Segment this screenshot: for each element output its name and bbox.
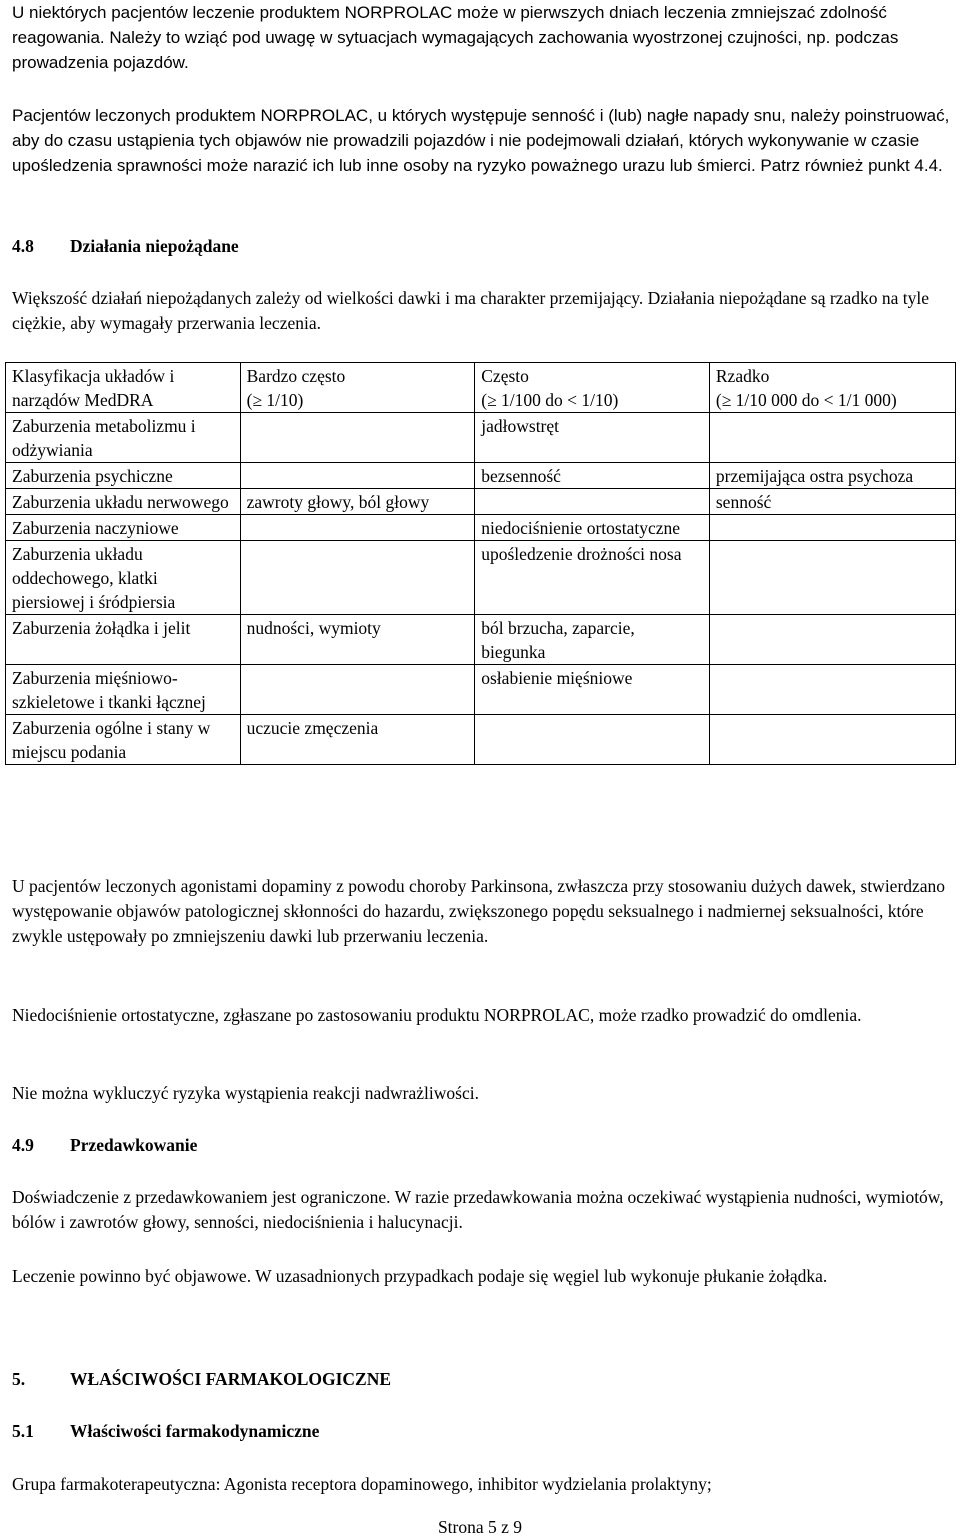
table-cell: przemijająca ostra psychoza xyxy=(709,463,955,489)
header-line: (≥ 1/10) xyxy=(246,390,304,410)
paragraph-pharmacotherapeutic-group: Grupa farmakoterapeutyczna: Agonista receptora dopaminowego, inhibitor wydzielania prolaktyny; xyxy=(12,1474,712,1494)
table-row xyxy=(6,715,956,765)
table-cell: nudności, wymioty xyxy=(240,615,475,665)
adverse-effects-table xyxy=(5,362,956,765)
paragraph-parkinson: U pacjentów leczonych agonistami dopaminy z powodu choroby Parkinsona, zwłaszcza przy stosowaniu dużych dawek, stwierdzano występowanie objawów patologicznej skłonności do hazardu, zwiększonego popędu seksualnego i nadmiernej seksualności, które zwykle ustępowały po zmniejszeniu dawki lub przerwaniu leczenia. xyxy=(12,876,946,946)
table-cell: Zaburzenia układu oddechowego, klatki piersiowej i śródpiersia xyxy=(6,541,241,615)
table-cell: niedociśnienie ortostatyczne xyxy=(475,515,710,541)
section-title: Właściwości farmakodynamiczne xyxy=(70,1421,320,1441)
table-cell xyxy=(709,615,955,665)
section-heading-5 xyxy=(12,1367,391,1392)
paragraph-overdose-treatment: Leczenie powinno być objawowe. W uzasadnionych przypadkach podaje się węgiel lub wykonuje płukanie żołądka. xyxy=(12,1266,828,1286)
table-cell xyxy=(240,515,475,541)
table-cell: Zaburzenia naczyniowe xyxy=(6,515,241,541)
table-cell: Zaburzenia żołądka i jelit xyxy=(6,615,241,665)
section-number: 5.1 xyxy=(12,1421,34,1441)
table-cell xyxy=(240,413,475,463)
table-cell xyxy=(475,489,710,515)
header-very-common xyxy=(240,363,475,413)
table-row xyxy=(6,615,956,665)
table-cell xyxy=(475,715,710,765)
table-cell: Zaburzenia psychiczne xyxy=(6,463,241,489)
table-cell xyxy=(709,413,955,463)
section-heading-4-9 xyxy=(12,1133,197,1158)
table-cell xyxy=(709,715,955,765)
table-header-row xyxy=(6,363,956,413)
table-cell xyxy=(240,541,475,615)
table-row xyxy=(6,413,956,463)
table-cell: senność xyxy=(709,489,955,515)
section-title: Działania niepożądane xyxy=(70,236,239,256)
table-row xyxy=(6,489,956,515)
header-line: Rzadko xyxy=(715,366,770,386)
table-cell: uczucie zmęczenia xyxy=(240,715,475,765)
header-rare xyxy=(709,363,955,413)
table-row xyxy=(6,541,956,615)
table-cell: Zaburzenia metabolizmu i odżywiania xyxy=(6,413,241,463)
header-line: narządów MedDRA xyxy=(12,390,154,410)
header-common xyxy=(475,363,710,413)
table-cell xyxy=(709,541,955,615)
table-row xyxy=(6,515,956,541)
section-number: 5. xyxy=(12,1369,26,1389)
section-number: 4.9 xyxy=(12,1135,34,1155)
table-cell xyxy=(709,665,955,715)
paragraph-hypersensitivity: Nie można wykluczyć ryzyka wystąpienia reakcji nadwrażliwości. xyxy=(12,1083,479,1103)
section-heading-5-1 xyxy=(12,1419,319,1444)
section-number: 4.8 xyxy=(12,236,34,256)
table-cell: upośledzenie drożności nosa xyxy=(475,541,710,615)
table-row xyxy=(6,665,956,715)
paragraph-somnolence-warning: Pacjentów leczonych produktem NORPROLAC, u których występuje senność i (lub) nagłe napady snu, należy poinstruować, aby do czasu ustąpienia tych objawów nie prowadzili pojazdów i nie podejmowali działań, których wykonywanie w czasie upośledzenia sprawności może narazić ich lub inne osoby na ryzyko poważnego urazu lub śmierci. Patrz również punkt 4.4. xyxy=(12,106,950,175)
table-cell: jadłowstręt xyxy=(475,413,710,463)
page-footer: Strona 5 z 9 xyxy=(437,1517,523,1537)
table-cell: ból brzucha, zaparcie, biegunka xyxy=(475,615,710,665)
table-cell xyxy=(240,665,475,715)
table-cell: bezsenność xyxy=(475,463,710,489)
paragraph-driving-warning: U niektórych pacjentów leczenie produktem NORPROLAC może w pierwszych dniach leczenia zmniejszać zdolność reagowania. Należy to wziąć pod uwagę w sytuacjach wymagających zachowania wyostrzonej czujności, np. podczas prowadzenia pojazdów. xyxy=(12,3,899,72)
header-line: (≥ 1/100 do < 1/10) xyxy=(481,390,619,410)
header-line: Często xyxy=(481,366,529,386)
section-title: Przedawkowanie xyxy=(70,1135,198,1155)
header-line: Bardzo często xyxy=(246,366,346,386)
table-cell: osłabienie mięśniowe xyxy=(475,665,710,715)
table-cell: Zaburzenia mięśniowo-szkieletowe i tkanki łącznej xyxy=(6,665,241,715)
header-line: Klasyfikacja układów i xyxy=(12,366,175,386)
header-line: (≥ 1/10 000 do < 1/1 000) xyxy=(715,390,897,410)
paragraph-hypotension: Niedociśnienie ortostatyczne, zgłaszane po zastosowaniu produktu NORPROLAC, może rzadko prowadzić do omdlenia. xyxy=(12,1005,862,1025)
header-soc xyxy=(6,363,241,413)
paragraph-overdose-experience: Doświadczenie z przedawkowaniem jest ograniczone. W razie przedawkowania można oczekiwać wystąpienia nudności, wymiotów, bólów i zawrotów głowy, senności, niedociśnienia i halucynacji. xyxy=(12,1187,944,1232)
paragraph-adverse-intro: Większość działań niepożądanych zależy od wielkości dawki i ma charakter przemijający. Działania niepożądane są rzadko na tyle ciężkie, aby wymagały przerwania leczenia. xyxy=(12,288,929,333)
table-cell: Zaburzenia układu nerwowego xyxy=(6,489,241,515)
table-cell: zawroty głowy, ból głowy xyxy=(240,489,475,515)
table-row xyxy=(6,463,956,489)
table-cell xyxy=(240,463,475,489)
table-cell xyxy=(709,515,955,541)
section-heading-4-8 xyxy=(12,234,239,259)
table-cell: Zaburzenia ogólne i stany w miejscu podania xyxy=(6,715,241,765)
section-title: WŁAŚCIWOŚCI FARMAKOLOGICZNE xyxy=(70,1369,392,1389)
